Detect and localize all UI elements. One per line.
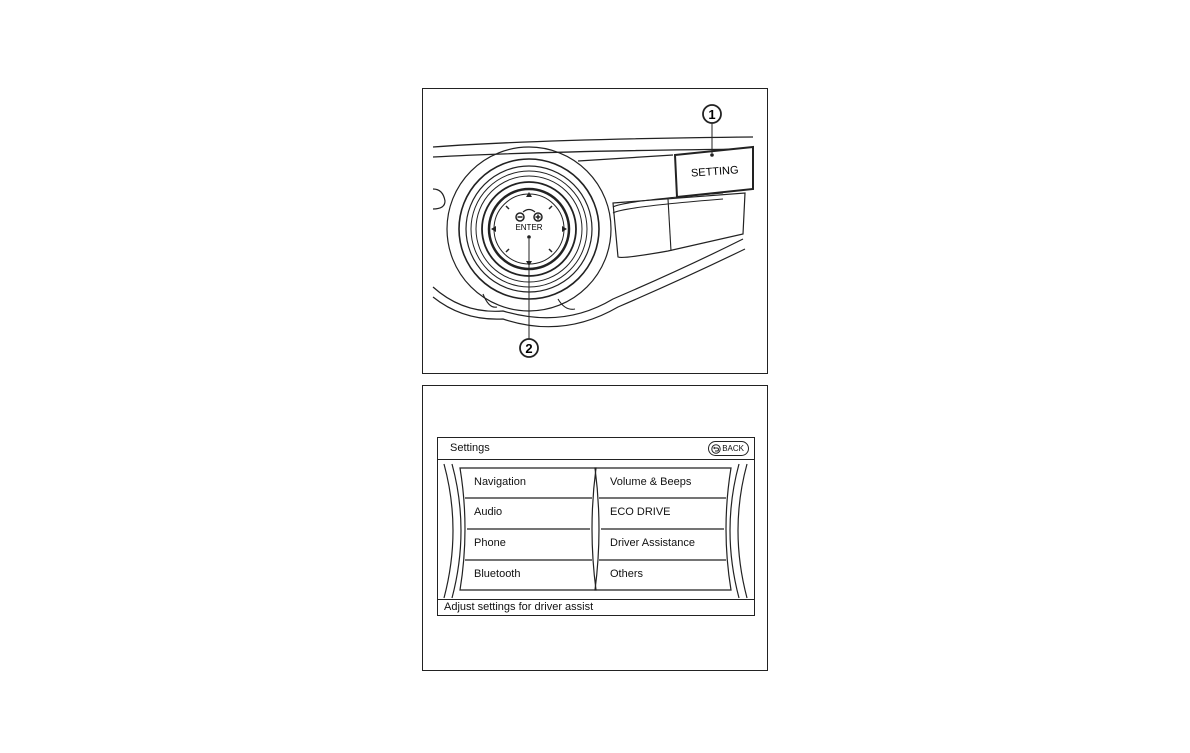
back-button[interactable] xyxy=(708,441,749,456)
menu-item-others[interactable]: Others xyxy=(610,568,644,580)
status-text: Adjust settings for driver assist xyxy=(444,601,594,613)
settings-screen-illustration xyxy=(422,385,768,671)
menu-item-driver-assistance[interactable]: Driver Assistance xyxy=(610,537,695,549)
menu-item-audio[interactable]: Audio xyxy=(474,506,503,518)
control-panel-drawing xyxy=(423,89,769,375)
control-panel-illustration xyxy=(422,88,768,374)
setting-button-drawing xyxy=(675,147,753,197)
menu-item-navigation[interactable]: Navigation xyxy=(474,476,526,488)
menu-item-bluetooth[interactable]: Bluetooth xyxy=(474,568,521,580)
setting-label: SETTING xyxy=(690,164,739,180)
menu-item-eco-drive[interactable]: ECO DRIVE xyxy=(610,506,671,518)
screen-header xyxy=(438,438,754,460)
enter-label: ENTER xyxy=(515,223,543,232)
menu-item-phone[interactable]: Phone xyxy=(474,537,506,549)
status-bar xyxy=(438,599,754,615)
display-screen xyxy=(437,437,755,616)
screen-title: Settings xyxy=(450,442,490,454)
back-label: BACK xyxy=(722,444,744,453)
callout-2-number: 2 xyxy=(525,341,533,356)
menu-item-volume-beeps[interactable]: Volume & Beeps xyxy=(610,476,692,488)
back-arrow-icon xyxy=(711,444,721,454)
callout-1-number: 1 xyxy=(708,107,716,122)
